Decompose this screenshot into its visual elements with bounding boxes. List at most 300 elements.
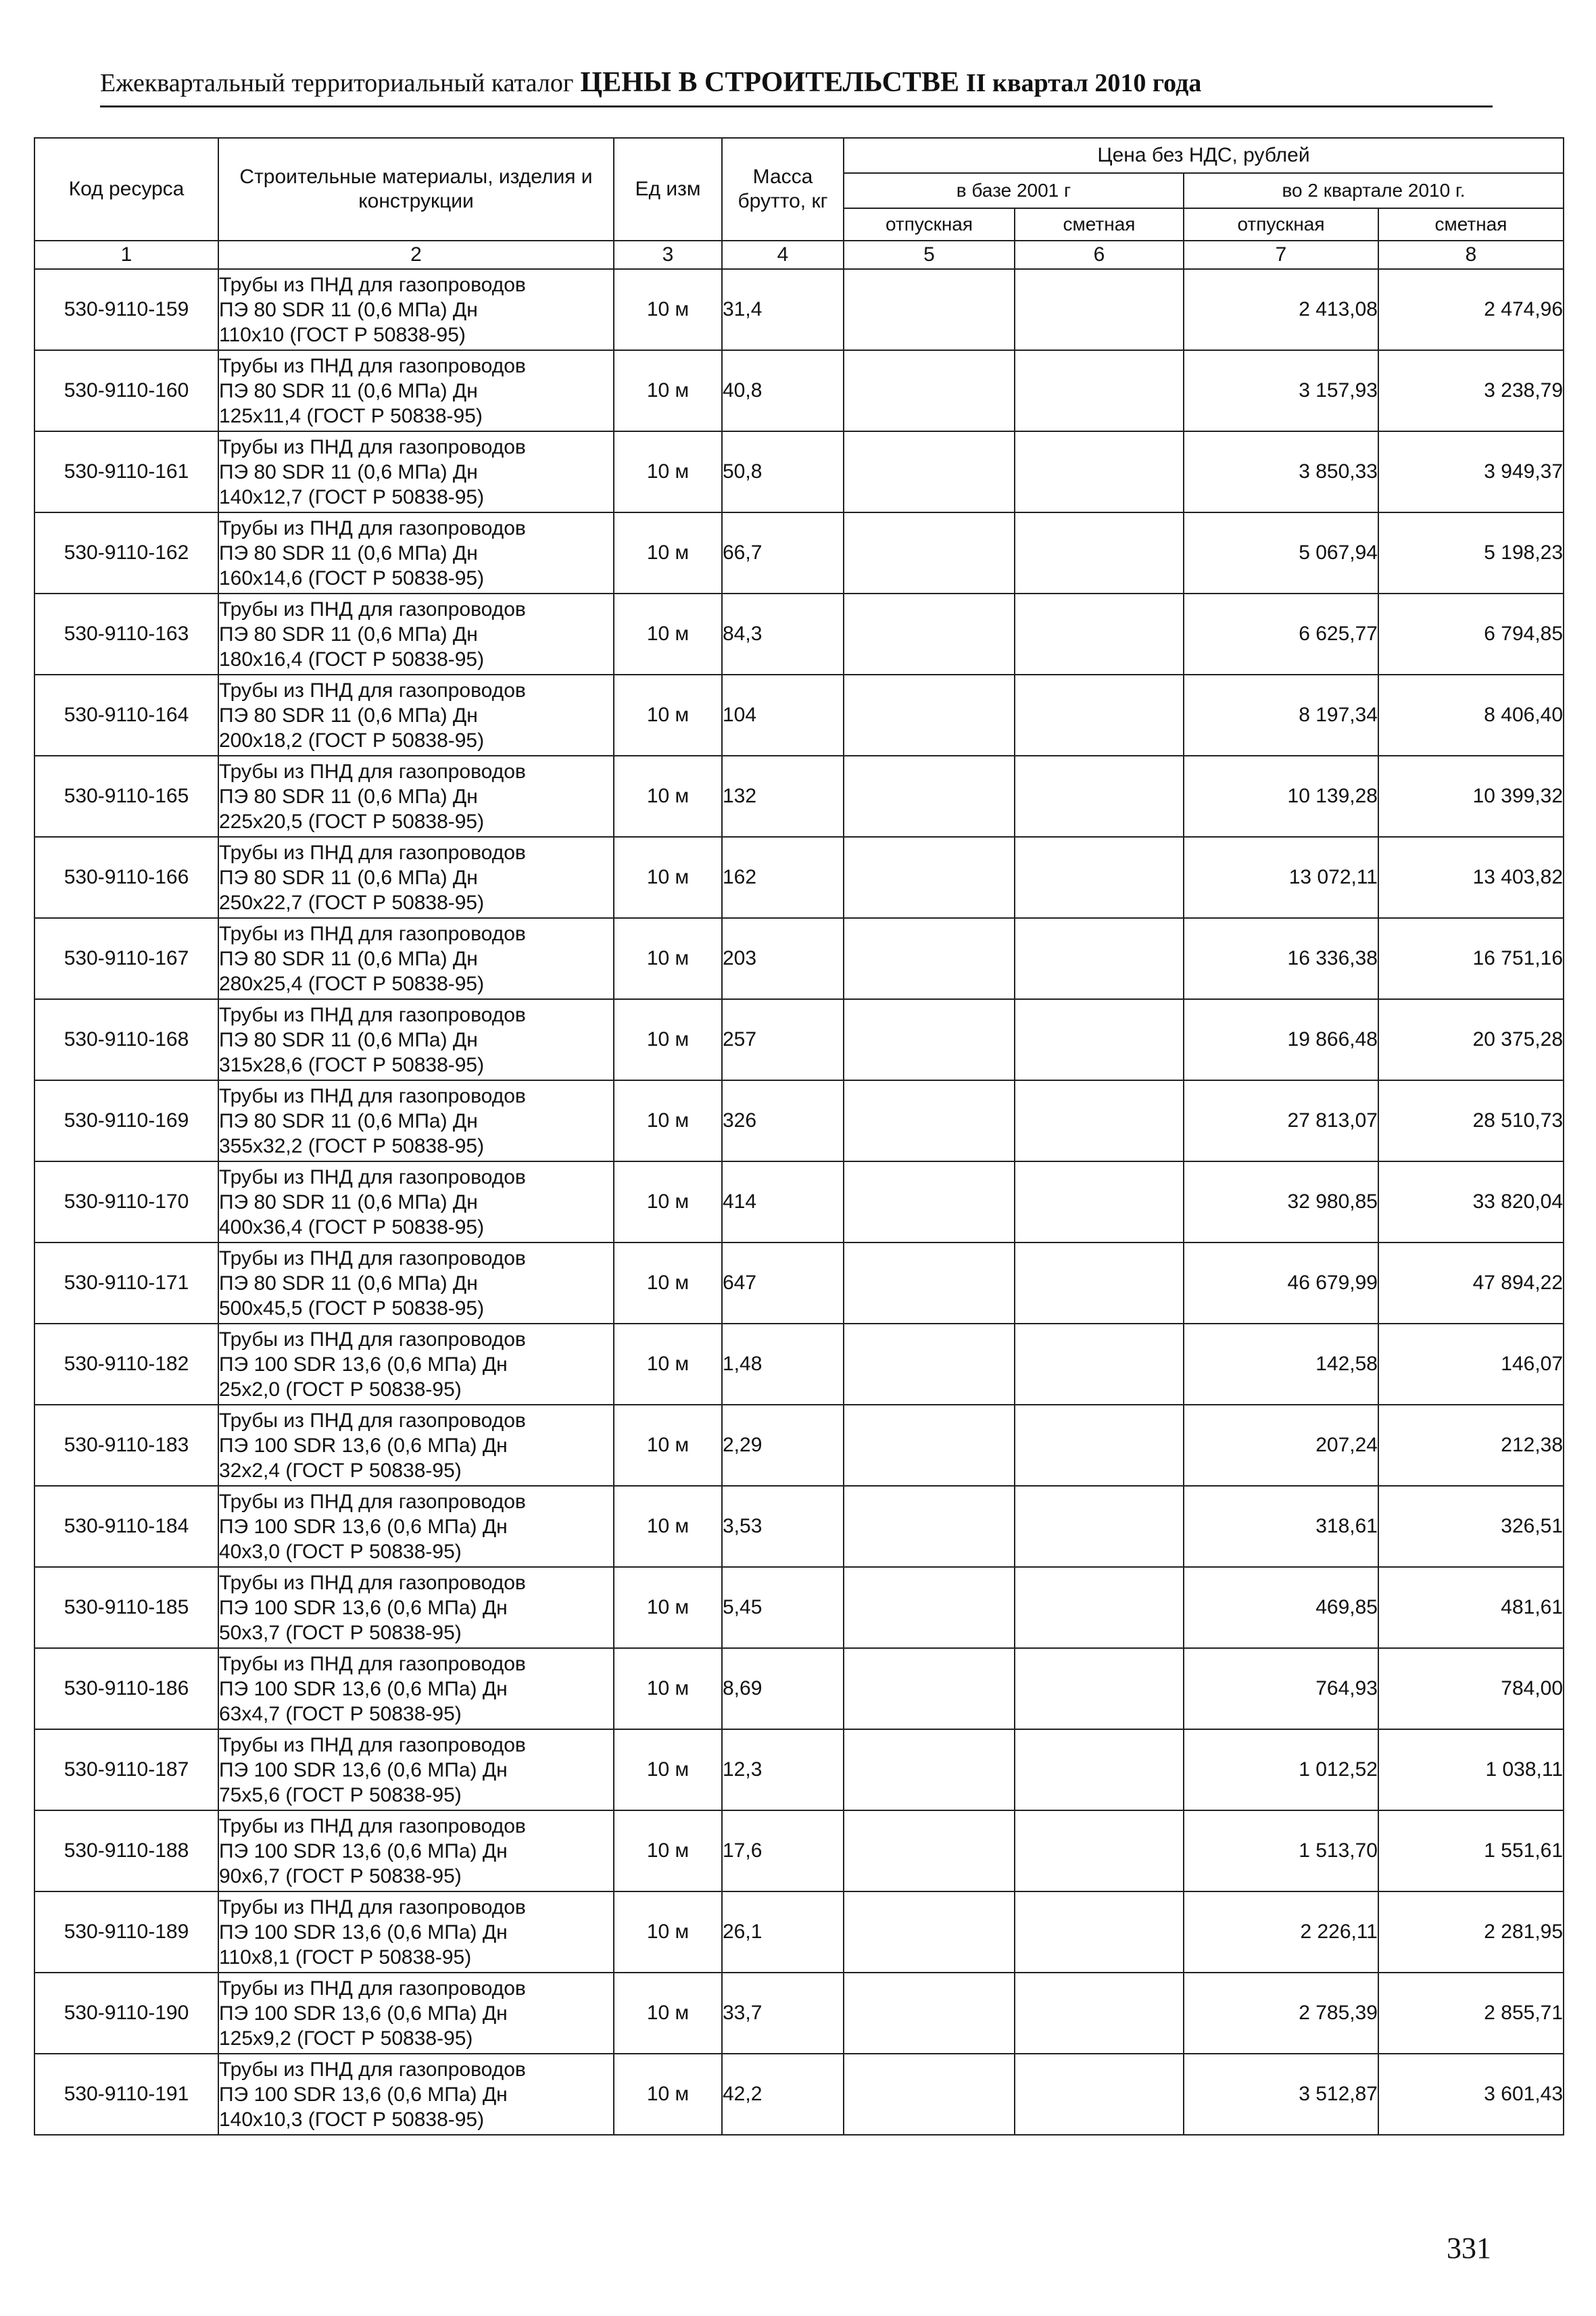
material-name-line: ПЭ 100 SDR 13,6 (0,6 МПа) Дн: [219, 2083, 508, 2106]
mass-cell: 104: [722, 675, 844, 756]
material-name-line: ПЭ 100 SDR 13,6 (0,6 МПа) Дн: [219, 1353, 508, 1376]
header-base-estimate: сметная: [1015, 208, 1184, 241]
unit-cell: 10 м: [614, 1324, 722, 1405]
material-name-line: ПЭ 100 SDR 13,6 (0,6 МПа) Дн: [219, 1596, 508, 1619]
material-name-line: Трубы из ПНД для газопроводов: [219, 1733, 526, 1756]
material-name-cell: [218, 837, 614, 918]
table-row: [34, 1486, 1564, 1567]
material-name-line: 125х9,2 (ГОСТ Р 50838-95): [219, 2027, 473, 2050]
base-release-price-cell: [844, 918, 1015, 999]
header-q2-2010: во 2 квартале 2010 г.: [1184, 173, 1564, 208]
catalog-title: ЦЕНЫ В СТРОИТЕЛЬСТВЕ: [580, 67, 959, 98]
material-name-line: 125х11,4 (ГОСТ Р 50838-95): [219, 404, 483, 427]
table-row: [34, 1324, 1564, 1405]
mass-cell: 647: [722, 1243, 844, 1324]
catalog-prefix: Ежеквартальный территориальный каталог: [100, 69, 574, 97]
mass-cell: 50,8: [722, 431, 844, 512]
q2-release-price-cell: 469,85: [1184, 1567, 1378, 1648]
base-release-price-cell: [844, 675, 1015, 756]
base-estimate-price-cell: [1015, 1810, 1184, 1891]
q2-release-price-cell: 3 512,87: [1184, 2054, 1378, 2135]
column-number: 6: [1015, 241, 1184, 269]
base-estimate-price-cell: [1015, 512, 1184, 594]
resource-code-cell: 530-9110-159: [34, 269, 218, 350]
unit-cell: 10 м: [614, 1567, 722, 1648]
unit-cell: 10 м: [614, 1405, 722, 1486]
q2-release-price-cell: 16 336,38: [1184, 918, 1378, 999]
table-row: [34, 837, 1564, 918]
resource-code-cell: 530-9110-186: [34, 1648, 218, 1729]
material-name-line: 110х8,1 (ГОСТ Р 50838-95): [219, 1946, 472, 1969]
resource-code-cell: 530-9110-183: [34, 1405, 218, 1486]
q2-estimate-price-cell: 3 949,37: [1378, 431, 1564, 512]
material-name-cell: [218, 1567, 614, 1648]
base-estimate-price-cell: [1015, 1973, 1184, 2054]
base-release-price-cell: [844, 1648, 1015, 1729]
material-name-line: ПЭ 80 SDR 11 (0,6 МПа) Дн: [219, 541, 478, 564]
q2-release-price-cell: 1 513,70: [1184, 1810, 1378, 1891]
material-name-cell: [218, 594, 614, 675]
mass-cell: 40,8: [722, 350, 844, 431]
base-release-price-cell: [844, 1405, 1015, 1486]
header-q2-release: отпускная: [1184, 208, 1378, 241]
base-release-price-cell: [844, 269, 1015, 350]
q2-release-price-cell: 2 226,11: [1184, 1891, 1378, 1973]
q2-release-price-cell: 19 866,48: [1184, 999, 1378, 1080]
table-row: [34, 594, 1564, 675]
base-estimate-price-cell: [1015, 1648, 1184, 1729]
material-name-line: ПЭ 80 SDR 11 (0,6 МПа) Дн: [219, 1028, 478, 1051]
table-row: [34, 431, 1564, 512]
material-name-line: ПЭ 100 SDR 13,6 (0,6 МПа) Дн: [219, 2002, 508, 2025]
resource-code-cell: 530-9110-188: [34, 1810, 218, 1891]
material-name-cell: [218, 1405, 614, 1486]
q2-release-price-cell: 207,24: [1184, 1405, 1378, 1486]
q2-estimate-price-cell: 784,00: [1378, 1648, 1564, 1729]
column-number: 3: [614, 241, 722, 269]
base-release-price-cell: [844, 1486, 1015, 1567]
q2-estimate-price-cell: 20 375,28: [1378, 999, 1564, 1080]
table-row: [34, 1810, 1564, 1891]
base-estimate-price-cell: [1015, 431, 1184, 512]
resource-code-cell: 530-9110-182: [34, 1324, 218, 1405]
material-name-line: ПЭ 100 SDR 13,6 (0,6 МПа) Дн: [219, 1921, 508, 1944]
base-estimate-price-cell: [1015, 1324, 1184, 1405]
table-row: [34, 512, 1564, 594]
material-name-line: 75х5,6 (ГОСТ Р 50838-95): [219, 1783, 462, 1806]
material-name-line: ПЭ 80 SDR 11 (0,6 МПа) Дн: [219, 866, 478, 889]
material-name-line: ПЭ 100 SDR 13,6 (0,6 МПа) Дн: [219, 1758, 508, 1781]
resource-code-cell: 530-9110-184: [34, 1486, 218, 1567]
q2-release-price-cell: 46 679,99: [1184, 1243, 1378, 1324]
material-name-cell: [218, 1324, 614, 1405]
unit-cell: 10 м: [614, 1810, 722, 1891]
q2-estimate-price-cell: 28 510,73: [1378, 1080, 1564, 1161]
unit-cell: 10 м: [614, 918, 722, 999]
material-name-line: ПЭ 80 SDR 11 (0,6 МПа) Дн: [219, 1109, 478, 1132]
material-name-line: ПЭ 80 SDR 11 (0,6 МПа) Дн: [219, 460, 478, 483]
unit-cell: 10 м: [614, 756, 722, 837]
base-estimate-price-cell: [1015, 918, 1184, 999]
unit-cell: 10 м: [614, 2054, 722, 2135]
q2-estimate-price-cell: 2 281,95: [1378, 1891, 1564, 1973]
material-name-line: Трубы из ПНД для газопроводов: [219, 1003, 526, 1026]
material-name-line: ПЭ 80 SDR 11 (0,6 МПа) Дн: [219, 623, 478, 646]
base-estimate-price-cell: [1015, 837, 1184, 918]
mass-cell: 326: [722, 1080, 844, 1161]
mass-cell: 162: [722, 837, 844, 918]
material-name-cell: [218, 512, 614, 594]
material-name-line: 200х18,2 (ГОСТ Р 50838-95): [219, 729, 485, 752]
mass-cell: 257: [722, 999, 844, 1080]
material-name-line: ПЭ 100 SDR 13,6 (0,6 МПа) Дн: [219, 1839, 508, 1862]
resource-code-cell: 530-9110-191: [34, 2054, 218, 2135]
base-release-price-cell: [844, 1080, 1015, 1161]
q2-estimate-price-cell: 1 038,11: [1378, 1729, 1564, 1810]
mass-cell: 2,29: [722, 1405, 844, 1486]
mass-cell: 33,7: [722, 1973, 844, 2054]
table-row: [34, 1161, 1564, 1243]
table-row: [34, 1243, 1564, 1324]
base-release-price-cell: [844, 1810, 1015, 1891]
material-name-line: Трубы из ПНД для газопроводов: [219, 1490, 526, 1513]
base-release-price-cell: [844, 512, 1015, 594]
price-table: [34, 137, 1564, 2136]
resource-code-cell: 530-9110-166: [34, 837, 218, 918]
base-estimate-price-cell: [1015, 269, 1184, 350]
mass-cell: 31,4: [722, 269, 844, 350]
header-unit: Ед изм: [614, 138, 722, 241]
material-name-cell: [218, 1486, 614, 1567]
material-name-line: ПЭ 100 SDR 13,6 (0,6 МПа) Дн: [219, 1515, 508, 1538]
table-row: [34, 756, 1564, 837]
base-release-price-cell: [844, 1567, 1015, 1648]
resource-code-cell: 530-9110-162: [34, 512, 218, 594]
q2-estimate-price-cell: 326,51: [1378, 1486, 1564, 1567]
unit-cell: 10 м: [614, 675, 722, 756]
base-release-price-cell: [844, 1243, 1015, 1324]
q2-release-price-cell: 8 197,34: [1184, 675, 1378, 756]
table-row: [34, 1567, 1564, 1648]
unit-cell: 10 м: [614, 999, 722, 1080]
material-name-line: 140х10,3 (ГОСТ Р 50838-95): [219, 2108, 485, 2131]
base-release-price-cell: [844, 1324, 1015, 1405]
material-name-line: Трубы из ПНД для газопроводов: [219, 435, 526, 458]
material-name-line: Трубы из ПНД для газопроводов: [219, 1409, 526, 1432]
base-estimate-price-cell: [1015, 1405, 1184, 1486]
material-name-cell: [218, 350, 614, 431]
base-estimate-price-cell: [1015, 756, 1184, 837]
resource-code-cell: 530-9110-165: [34, 756, 218, 837]
material-name-line: 400х36,4 (ГОСТ Р 50838-95): [219, 1215, 485, 1238]
material-name-line: 355х32,2 (ГОСТ Р 50838-95): [219, 1134, 485, 1157]
material-name-line: ПЭ 100 SDR 13,6 (0,6 МПа) Дн: [219, 1677, 508, 1700]
resource-code-cell: 530-9110-160: [34, 350, 218, 431]
unit-cell: 10 м: [614, 431, 722, 512]
header-base-release: отпускная: [844, 208, 1015, 241]
base-estimate-price-cell: [1015, 2054, 1184, 2135]
mass-cell: 17,6: [722, 1810, 844, 1891]
material-name-line: Трубы из ПНД для газопроводов: [219, 922, 526, 945]
base-estimate-price-cell: [1015, 999, 1184, 1080]
material-name-cell: [218, 1891, 614, 1973]
mass-cell: 66,7: [722, 512, 844, 594]
page-number: 331: [1447, 2231, 1491, 2265]
header-price-group: Цена без НДС, рублей: [844, 138, 1564, 173]
mass-cell: 3,53: [722, 1486, 844, 1567]
material-name-line: 32х2,4 (ГОСТ Р 50838-95): [219, 1459, 462, 1482]
resource-code-cell: 530-9110-171: [34, 1243, 218, 1324]
material-name-line: 225х20,5 (ГОСТ Р 50838-95): [219, 810, 485, 833]
unit-cell: 10 м: [614, 594, 722, 675]
resource-code-cell: 530-9110-170: [34, 1161, 218, 1243]
q2-release-price-cell: 13 072,11: [1184, 837, 1378, 918]
mass-cell: 12,3: [722, 1729, 844, 1810]
material-name-line: Трубы из ПНД для газопроводов: [219, 516, 526, 539]
base-release-price-cell: [844, 1729, 1015, 1810]
mass-cell: 42,2: [722, 2054, 844, 2135]
material-name-line: ПЭ 80 SDR 11 (0,6 МПа) Дн: [219, 298, 478, 321]
material-name-line: Трубы из ПНД для газопроводов: [219, 273, 526, 296]
q2-release-price-cell: 142,58: [1184, 1324, 1378, 1405]
q2-release-price-cell: 5 067,94: [1184, 512, 1378, 594]
material-name-line: Трубы из ПНД для газопроводов: [219, 1652, 526, 1675]
base-release-price-cell: [844, 594, 1015, 675]
q2-release-price-cell: 6 625,77: [1184, 594, 1378, 675]
material-name-line: Трубы из ПНД для газопроводов: [219, 1165, 526, 1188]
header-mass: Масса брутто, кг: [722, 138, 844, 241]
material-name-line: 50х3,7 (ГОСТ Р 50838-95): [219, 1621, 462, 1644]
material-name-cell: [218, 999, 614, 1080]
q2-estimate-price-cell: 3 238,79: [1378, 350, 1564, 431]
q2-release-price-cell: 1 012,52: [1184, 1729, 1378, 1810]
material-name-line: Трубы из ПНД для газопроводов: [219, 760, 526, 783]
base-estimate-price-cell: [1015, 1243, 1184, 1324]
material-name-line: Трубы из ПНД для газопроводов: [219, 1814, 526, 1837]
mass-cell: 5,45: [722, 1567, 844, 1648]
q2-estimate-price-cell: 10 399,32: [1378, 756, 1564, 837]
material-name-cell: [218, 2054, 614, 2135]
column-number-row: [34, 241, 1564, 269]
table-row: [34, 1729, 1564, 1810]
base-release-price-cell: [844, 431, 1015, 512]
table-row: [34, 999, 1564, 1080]
material-name-line: 90х6,7 (ГОСТ Р 50838-95): [219, 1864, 462, 1887]
q2-estimate-price-cell: 3 601,43: [1378, 2054, 1564, 2135]
material-name-line: Трубы из ПНД для газопроводов: [219, 354, 526, 377]
base-estimate-price-cell: [1015, 1486, 1184, 1567]
unit-cell: 10 м: [614, 1486, 722, 1567]
unit-cell: 10 м: [614, 1729, 722, 1810]
q2-estimate-price-cell: 8 406,40: [1378, 675, 1564, 756]
material-name-line: 180х16,4 (ГОСТ Р 50838-95): [219, 648, 485, 671]
base-estimate-price-cell: [1015, 1567, 1184, 1648]
base-release-price-cell: [844, 1973, 1015, 2054]
mass-cell: 26,1: [722, 1891, 844, 1973]
material-name-line: Трубы из ПНД для газопроводов: [219, 2058, 526, 2081]
material-name-line: 63х4,7 (ГОСТ Р 50838-95): [219, 1702, 462, 1725]
material-name-cell: [218, 1080, 614, 1161]
material-name-cell: [218, 675, 614, 756]
q2-estimate-price-cell: 2 474,96: [1378, 269, 1564, 350]
q2-estimate-price-cell: 6 794,85: [1378, 594, 1564, 675]
resource-code-cell: 530-9110-163: [34, 594, 218, 675]
q2-estimate-price-cell: 212,38: [1378, 1405, 1564, 1486]
q2-estimate-price-cell: 146,07: [1378, 1324, 1564, 1405]
q2-estimate-price-cell: 47 894,22: [1378, 1243, 1564, 1324]
base-estimate-price-cell: [1015, 675, 1184, 756]
material-name-cell: [218, 269, 614, 350]
q2-release-price-cell: 2 785,39: [1184, 1973, 1378, 2054]
base-release-price-cell: [844, 837, 1015, 918]
q2-release-price-cell: 3 157,93: [1184, 350, 1378, 431]
q2-estimate-price-cell: 2 855,71: [1378, 1973, 1564, 2054]
material-name-line: 140х12,7 (ГОСТ Р 50838-95): [219, 485, 485, 508]
material-name-line: Трубы из ПНД для газопроводов: [219, 1896, 526, 1919]
material-name-line: Трубы из ПНД для газопроводов: [219, 1977, 526, 2000]
base-release-price-cell: [844, 350, 1015, 431]
base-estimate-price-cell: [1015, 1080, 1184, 1161]
material-name-line: ПЭ 80 SDR 11 (0,6 МПа) Дн: [219, 379, 478, 402]
material-name-cell: [218, 756, 614, 837]
material-name-line: 25х2,0 (ГОСТ Р 50838-95): [219, 1378, 462, 1401]
base-estimate-price-cell: [1015, 350, 1184, 431]
unit-cell: 10 м: [614, 1891, 722, 1973]
unit-cell: 10 м: [614, 512, 722, 594]
header-code: Код ресурса: [34, 138, 218, 241]
table-row: [34, 918, 1564, 999]
q2-estimate-price-cell: 5 198,23: [1378, 512, 1564, 594]
material-name-line: 315х28,6 (ГОСТ Р 50838-95): [219, 1053, 485, 1076]
material-name-line: ПЭ 80 SDR 11 (0,6 МПа) Дн: [219, 947, 478, 970]
material-name-cell: [218, 1810, 614, 1891]
q2-estimate-price-cell: 1 551,61: [1378, 1810, 1564, 1891]
mass-cell: 132: [722, 756, 844, 837]
table-body: [34, 269, 1564, 2135]
mass-cell: 84,3: [722, 594, 844, 675]
unit-cell: 10 м: [614, 1973, 722, 2054]
header-name: Строительные материалы, изделия и конструкции: [218, 138, 614, 241]
unit-cell: 10 м: [614, 350, 722, 431]
q2-release-price-cell: 27 813,07: [1184, 1080, 1378, 1161]
material-name-line: 250х22,7 (ГОСТ Р 50838-95): [219, 891, 485, 914]
resource-code-cell: 530-9110-185: [34, 1567, 218, 1648]
material-name-line: Трубы из ПНД для газопроводов: [219, 1084, 526, 1107]
header-q2-estimate: сметная: [1378, 208, 1564, 241]
material-name-line: Трубы из ПНД для газопроводов: [219, 1328, 526, 1351]
base-release-price-cell: [844, 756, 1015, 837]
resource-code-cell: 530-9110-169: [34, 1080, 218, 1161]
mass-cell: 414: [722, 1161, 844, 1243]
table-row: [34, 1973, 1564, 2054]
q2-estimate-price-cell: 16 751,16: [1378, 918, 1564, 999]
table-row: [34, 1648, 1564, 1729]
material-name-line: ПЭ 80 SDR 11 (0,6 МПа) Дн: [219, 785, 478, 808]
table-row: [34, 350, 1564, 431]
material-name-cell: [218, 1243, 614, 1324]
table-row: [34, 2054, 1564, 2135]
material-name-cell: [218, 1161, 614, 1243]
column-number: 7: [1184, 241, 1378, 269]
resource-code-cell: 530-9110-167: [34, 918, 218, 999]
table-row: [34, 1891, 1564, 1973]
resource-code-cell: 530-9110-161: [34, 431, 218, 512]
material-name-line: ПЭ 100 SDR 13,6 (0,6 МПа) Дн: [219, 1434, 508, 1457]
q2-estimate-price-cell: 13 403,82: [1378, 837, 1564, 918]
unit-cell: 10 м: [614, 269, 722, 350]
unit-cell: 10 м: [614, 1243, 722, 1324]
resource-code-cell: 530-9110-190: [34, 1973, 218, 2054]
material-name-line: 110х10 (ГОСТ Р 50838-95): [219, 323, 466, 346]
q2-estimate-price-cell: 481,61: [1378, 1567, 1564, 1648]
table-row: [34, 1405, 1564, 1486]
material-name-line: Трубы из ПНД для газопроводов: [219, 841, 526, 864]
q2-release-price-cell: 32 980,85: [1184, 1161, 1378, 1243]
base-release-price-cell: [844, 2054, 1015, 2135]
q2-release-price-cell: 3 850,33: [1184, 431, 1378, 512]
q2-release-price-cell: 318,61: [1184, 1486, 1378, 1567]
table-row: [34, 675, 1564, 756]
q2-release-price-cell: 764,93: [1184, 1648, 1378, 1729]
unit-cell: 10 м: [614, 837, 722, 918]
column-number: 4: [722, 241, 844, 269]
catalog-period: II квартал 2010 года: [965, 69, 1202, 97]
base-release-price-cell: [844, 1891, 1015, 1973]
header-base-2001: в базе 2001 г: [844, 173, 1184, 208]
unit-cell: 10 м: [614, 1161, 722, 1243]
material-name-line: ПЭ 80 SDR 11 (0,6 МПа) Дн: [219, 704, 478, 727]
resource-code-cell: 530-9110-189: [34, 1891, 218, 1973]
q2-release-price-cell: 10 139,28: [1184, 756, 1378, 837]
material-name-cell: [218, 1648, 614, 1729]
page-header: [100, 66, 1493, 107]
column-number: 5: [844, 241, 1015, 269]
table-row: [34, 1080, 1564, 1161]
q2-release-price-cell: 2 413,08: [1184, 269, 1378, 350]
material-name-line: ПЭ 80 SDR 11 (0,6 МПа) Дн: [219, 1272, 478, 1295]
material-name-line: Трубы из ПНД для газопроводов: [219, 679, 526, 702]
material-name-line: 40х3,0 (ГОСТ Р 50838-95): [219, 1540, 462, 1563]
base-release-price-cell: [844, 999, 1015, 1080]
mass-cell: 203: [722, 918, 844, 999]
mass-cell: 1,48: [722, 1324, 844, 1405]
resource-code-cell: 530-9110-168: [34, 999, 218, 1080]
material-name-cell: [218, 431, 614, 512]
base-estimate-price-cell: [1015, 1729, 1184, 1810]
column-number: 8: [1378, 241, 1564, 269]
column-number: 1: [34, 241, 218, 269]
material-name-line: ПЭ 80 SDR 11 (0,6 МПа) Дн: [219, 1190, 478, 1213]
base-estimate-price-cell: [1015, 1161, 1184, 1243]
material-name-cell: [218, 1973, 614, 2054]
column-number: 2: [218, 241, 614, 269]
material-name-cell: [218, 1729, 614, 1810]
q2-estimate-price-cell: 33 820,04: [1378, 1161, 1564, 1243]
material-name-cell: [218, 918, 614, 999]
base-release-price-cell: [844, 1161, 1015, 1243]
resource-code-cell: 530-9110-187: [34, 1729, 218, 1810]
material-name-line: 280х25,4 (ГОСТ Р 50838-95): [219, 972, 485, 995]
material-name-line: Трубы из ПНД для газопроводов: [219, 1247, 526, 1270]
material-name-line: 160х14,6 (ГОСТ Р 50838-95): [219, 566, 485, 589]
base-estimate-price-cell: [1015, 594, 1184, 675]
material-name-line: Трубы из ПНД для газопроводов: [219, 1571, 526, 1594]
unit-cell: 10 м: [614, 1080, 722, 1161]
unit-cell: 10 м: [614, 1648, 722, 1729]
table-row: [34, 269, 1564, 350]
base-estimate-price-cell: [1015, 1891, 1184, 1973]
material-name-line: 500х45,5 (ГОСТ Р 50838-95): [219, 1297, 485, 1320]
